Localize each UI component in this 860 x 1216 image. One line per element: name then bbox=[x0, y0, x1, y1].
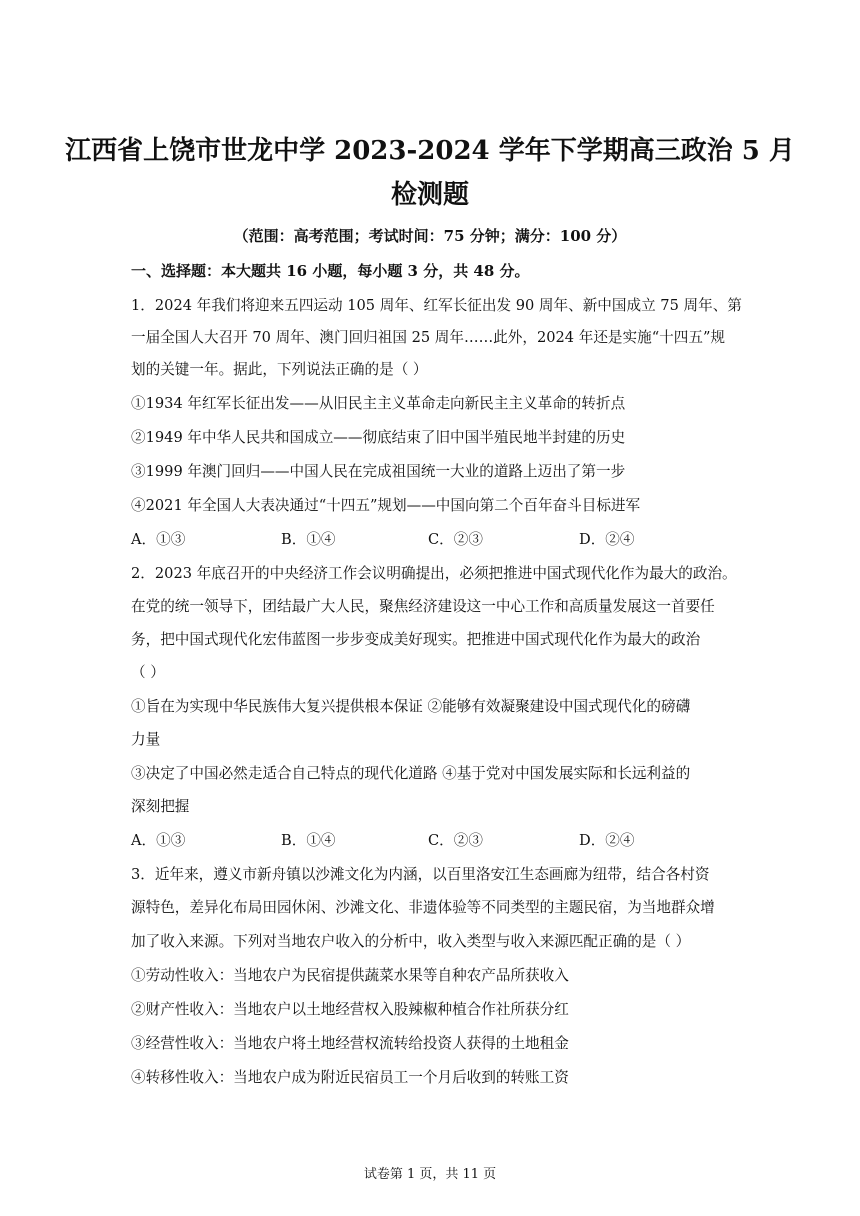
question-item: 力量 bbox=[131, 731, 161, 748]
question-stem-line: （ ） bbox=[131, 664, 165, 681]
question-item: ③1999 年澳门回归——中国人民在完成祖国统一大业的道路上迈出了第一步 bbox=[131, 463, 626, 480]
question-stem-line: 一届全国人大召开 70 周年、澳门回归祖国 25 周年……此外，2024 年还是实施“十四五”规 bbox=[131, 329, 725, 346]
question-stem-line: 划的关键一年。据此，下列说法正确的是（ ） bbox=[131, 361, 428, 378]
question-item: ④2021 年全国人大表决通过“十四五”规划——中国向第二个百年奋斗目标进军 bbox=[131, 497, 641, 514]
question-item: ①旨在为实现中华民族伟大复兴提供根本保证 ②能够有效凝聚建设中国式现代化的磅礴 bbox=[131, 698, 691, 715]
exam-title-line2: 检测题 bbox=[390, 180, 469, 210]
section-heading: 一、选择题：本大题共 16 小题，每小题 3 分，共 48 分。 bbox=[131, 262, 530, 280]
question-item: ③决定了中国必然走适合自己特点的现代化道路 ④基于党对中国发展实际和长远利益的 bbox=[131, 765, 691, 782]
option-b: B．①④ bbox=[281, 832, 336, 849]
question-item: ②1949 年中华人民共和国成立——彻底结束了旧中国半殖民地半封建的历史 bbox=[131, 429, 626, 446]
question-item: ③经营性收入：当地农户将土地经营权流转给投资人获得的土地租金 bbox=[131, 1035, 569, 1052]
option-b: B．①④ bbox=[281, 531, 336, 548]
question-stem-line: 1．2024 年我们将迎来五四运动 105 周年、红军长征出发 90 周年、新中国成立 75 周年、第 bbox=[131, 297, 742, 314]
question-item: ①劳动性收入：当地农户为民宿提供蔬菜水果等自种农产品所获收入 bbox=[131, 967, 569, 984]
option-c: C．②③ bbox=[428, 832, 483, 849]
option-d: D．②④ bbox=[579, 531, 635, 548]
question-stem-line: 3．近年来，遵义市新舟镇以沙滩文化为内涵，以百里洛安江生态画廊为纽带，结合各村资 bbox=[131, 866, 710, 883]
question-stem-line: 源特色，差异化布局田园休闲、沙滩文化、非遗体验等不同类型的主题民宿，为当地群众增 bbox=[131, 899, 715, 916]
option-d: D．②④ bbox=[579, 832, 635, 849]
question-item: ①1934 年红军长征出发——从旧民主主义革命走向新民主主义革命的转折点 bbox=[131, 395, 626, 412]
question-item: ②财产性收入：当地农户以土地经营权入股辣椒种植合作社所获分红 bbox=[131, 1001, 569, 1018]
option-a: A．①③ bbox=[131, 531, 186, 548]
question-item: 深刻把握 bbox=[131, 798, 190, 815]
question-stem-line: 2．2023 年底召开的中央经济工作会议明确提出，必须把推进中国式现代化作为最大的政治。 bbox=[131, 565, 737, 582]
question-stem-line: 加了收入来源。下列对当地农户收入的分析中，收入类型与收入来源匹配正确的是（ ） bbox=[131, 933, 691, 950]
exam-scope: （范围：高考范围；考试时间：75 分钟；满分：100 分） bbox=[233, 227, 627, 245]
question-item: ④转移性收入：当地农户成为附近民宿员工一个月后收到的转账工资 bbox=[131, 1069, 569, 1086]
question-stem-line: 务，把中国式现代化宏伟蓝图一步步变成美好现实。把推进中国式现代化作为最大的政治 bbox=[131, 631, 701, 648]
exam-title-line1: 江西省上饶市世龙中学 2023-2024 学年下学期高三政治 5 月 bbox=[65, 136, 795, 166]
page-footer: 试卷第 1 页，共 11 页 bbox=[363, 1167, 497, 1182]
option-a: A．①③ bbox=[131, 832, 186, 849]
option-c: C．②③ bbox=[428, 531, 483, 548]
question-stem-line: 在党的统一领导下，团结最广大人民，聚焦经济建设这一中心工作和高质量发展这一首要任 bbox=[131, 598, 715, 615]
